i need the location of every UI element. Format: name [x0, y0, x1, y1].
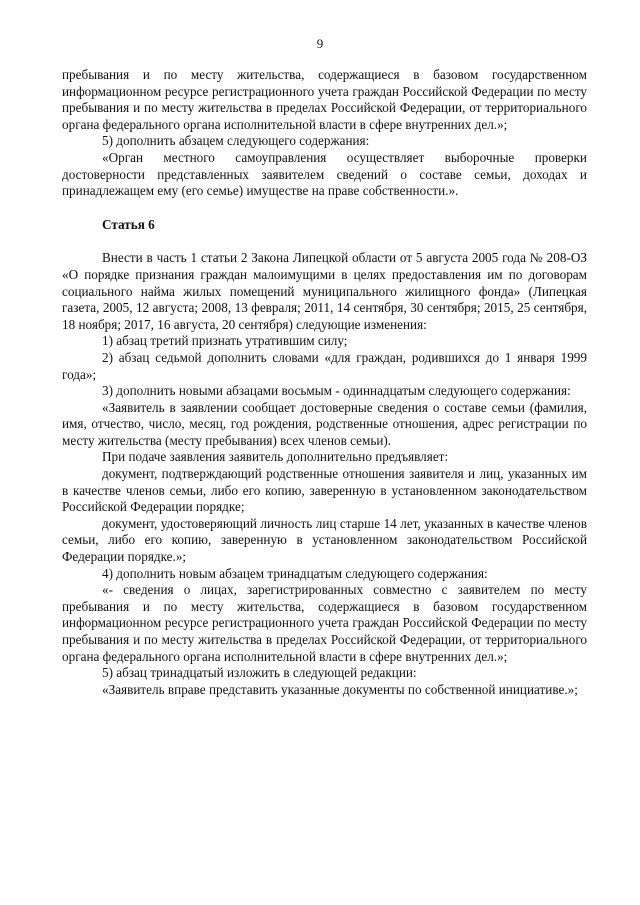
document-body — [62, 67, 587, 698]
page-number: 9 — [316, 36, 324, 51]
paragraph-quote-family: «Заявитель в заявлении сообщает достоверные сведения о составе семьи (фамилия, имя, отчество, число, месяц, год рождения, родственные отношения, адрес регистрации по месту жительства (месту пребывания) всех членов семьи). — [62, 399, 587, 448]
paragraph-quote-initiative: «Заявитель вправе представить указанные документы по собственной инициативе.»; — [102, 681, 578, 697]
paragraph-quote-verification: «Орган местного самоуправления осуществляет выборочные проверки достоверности представленных заявителем сведений о составе семьи, доходах и принадлежащем ему (его семье) имуществе на праве собственности.». — [62, 149, 587, 199]
paragraph-identity-doc: документ, удостоверяющий личность лиц старше 14 лет, указанных в качестве членов семьи, либо его копию, заверенную в установленном законодательством Российской Федерации порядке.»; — [62, 515, 587, 565]
paragraph-item-2: 2) абзац седьмой дополнить словами «для граждан, родившихся до 1 января 1999 года»; — [62, 349, 587, 382]
paragraph-item-4: 4) дополнить новым абзацем тринадцатым следующего содержания: — [102, 565, 488, 581]
paragraph-amendment-intro: Внести в часть 1 статьи 2 Закона Липецкой области от 5 августа 2005 года № 208-ОЗ «О порядке признания граждан малоимущими в целях предоставления им по договорам социального найма жилых помещений муниципального жилищного фонда» (Липецкая газета, 2005, 12 августа; 2008, 13 февраля; 2011, 14 сентября, 30 сентября; 2015, 25 сентября, 18 ноября; 2017, 16 августа, 20 сентября) следующие изменения: — [62, 250, 587, 332]
paragraph-additional-docs: При подаче заявления заявитель дополнительно предъявляет: — [102, 449, 449, 465]
paragraph-item-5: 5) абзац тринадцатый изложить в следующей редакции: — [102, 665, 417, 681]
article-heading: Статья 6 — [102, 216, 155, 232]
paragraph-quote-registration: «- сведения о лицах, зарегистрированных совместно с заявителем по месту пребывания и по месту жительства, содержащиеся в базовом государственном информационном ресурсе регистрационного учета граждан Российской Федерации по месту пребывания и по месту жительства в пределах Российской Федерации, от территориального органа федерального органа исполнительной власти в сфере внутренних дел.»; — [62, 582, 587, 664]
paragraph-item-3: 3) дополнить новыми абзацами восьмым - одиннадцатым следующего содержания: — [102, 383, 571, 399]
paragraph-item-1: 1) абзац третий признать утратившим силу; — [102, 333, 348, 349]
paragraph-item-5-intro: 5) дополнить абзацем следующего содержания: — [102, 133, 370, 149]
paragraph-relationship-doc: документ, подтверждающий родственные отношения заявителя и лиц, указанных им в качестве членов семьи, либо его копию, заверенную в установленном законодательством Российской Федерации порядке; — [62, 466, 587, 515]
paragraph-continuation: пребывания и по месту жительства, содержащиеся в базовом государственном информационном ресурсе регистрационного учета граждан Российской Федерации по месту пребывания и по месту жительства в пределах Российской Федерации, от территориального органа федерального органа исполнительной власти в сфере внутренних дел.»; — [62, 67, 587, 132]
